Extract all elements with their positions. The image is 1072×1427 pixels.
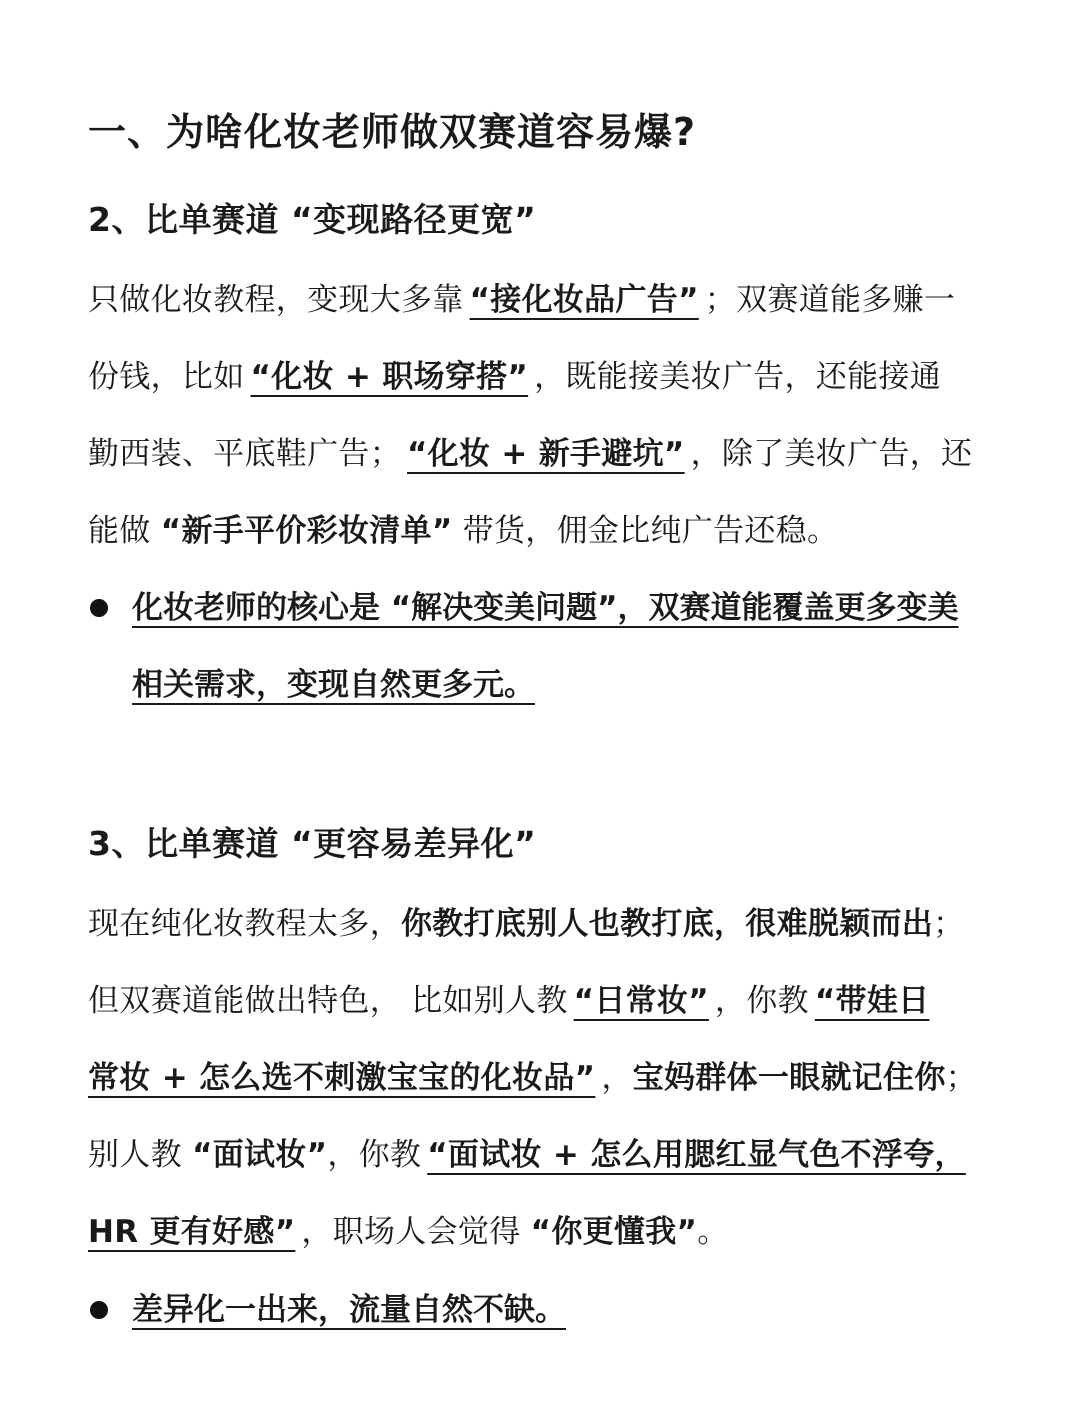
underlined-phrase: “接化妆品广告”	[469, 282, 699, 318]
bold-phrase: 你教打底别人也教打底，很难脱颖而出	[401, 906, 934, 942]
text-span: ，既能接美妆广告，还能接通	[534, 359, 942, 395]
bullet-text	[132, 1272, 566, 1349]
paragraph-line	[88, 1117, 1018, 1194]
section-2-title: 2、比单赛道 “变现路径更宽”	[88, 200, 537, 239]
bold-phrase: “面试妆”	[192, 1137, 328, 1173]
text-span: 只做化妆教程，变现大多靠	[88, 282, 464, 318]
text-span: 现在纯化妆教程太多，	[88, 906, 401, 942]
underlined-phrase: “化妆 + 新手避坑”	[407, 436, 685, 472]
paragraph-line	[88, 963, 1018, 1040]
underlined-phrase: “带娃日	[814, 983, 930, 1019]
paragraph-line	[88, 1194, 1018, 1271]
text-span: 能做	[88, 513, 151, 549]
text-span: 带货，佣金比纯广告还稳。	[462, 513, 839, 549]
text-span: 。	[697, 1214, 729, 1250]
bullet-dot-icon	[90, 599, 108, 617]
text-span: 别人教	[88, 1137, 182, 1173]
paragraph-line	[88, 886, 1018, 963]
text-span: ，你教	[714, 983, 809, 1019]
text-span: ，你教	[327, 1137, 422, 1173]
underlined-phrase: “面试妆 + 怎么用腮红显气色不浮夸，	[427, 1137, 966, 1173]
bold-phrase: “新手平价彩妆清单”	[160, 513, 453, 549]
section-2-paragraph	[88, 262, 1018, 570]
paragraph-line	[88, 416, 1018, 493]
section-3-title: 3、比单赛道 “更容易差异化”	[88, 824, 537, 863]
text-span: ，职场人会觉得	[301, 1214, 521, 1250]
bullet-line: 差异化一出来，流量自然不缺。	[132, 1292, 566, 1328]
bullet-line: 化妆老师的核心是 “解决变美问题”，双赛道能覆盖更多变美	[132, 590, 959, 626]
page-title: 一、为啥化妆老师做双赛道容易爆?	[88, 110, 697, 154]
underlined-phrase: “化妆 + 职场穿搭”	[250, 359, 529, 395]
underlined-phrase: HR 更有好感”	[88, 1214, 296, 1250]
text-span: 份钱，比如	[88, 359, 245, 395]
text-span: ，除了美妆广告，还	[690, 436, 973, 472]
bold-phrase: 宝妈群体一眼就记住你	[632, 1060, 946, 1096]
paragraph-line	[88, 1040, 1018, 1117]
bullet-dot-icon	[90, 1301, 108, 1319]
text-span: ；双赛道能多赚一	[704, 282, 956, 318]
text-span: 但双赛道能做出特色， 比如别人教	[88, 983, 568, 1019]
paragraph-line	[88, 493, 1018, 570]
underlined-phrase: “日常妆”	[573, 983, 709, 1019]
text-span: 勤西装、平底鞋广告；	[88, 436, 401, 472]
bold-phrase: “你更懂我”	[530, 1214, 698, 1250]
bullet-text	[132, 570, 959, 724]
text-span: ；	[945, 1060, 977, 1096]
paragraph-line	[88, 262, 1018, 339]
text-span: ；	[933, 906, 965, 942]
text-span: ，	[601, 1060, 633, 1096]
bullet-line: 相关需求，变现自然更多元。	[132, 667, 535, 703]
underlined-phrase: 常妆 + 怎么选不刺激宝宝的化妆品”	[88, 1060, 596, 1096]
section-3-paragraph	[88, 886, 1018, 1271]
paragraph-line	[88, 339, 1018, 416]
